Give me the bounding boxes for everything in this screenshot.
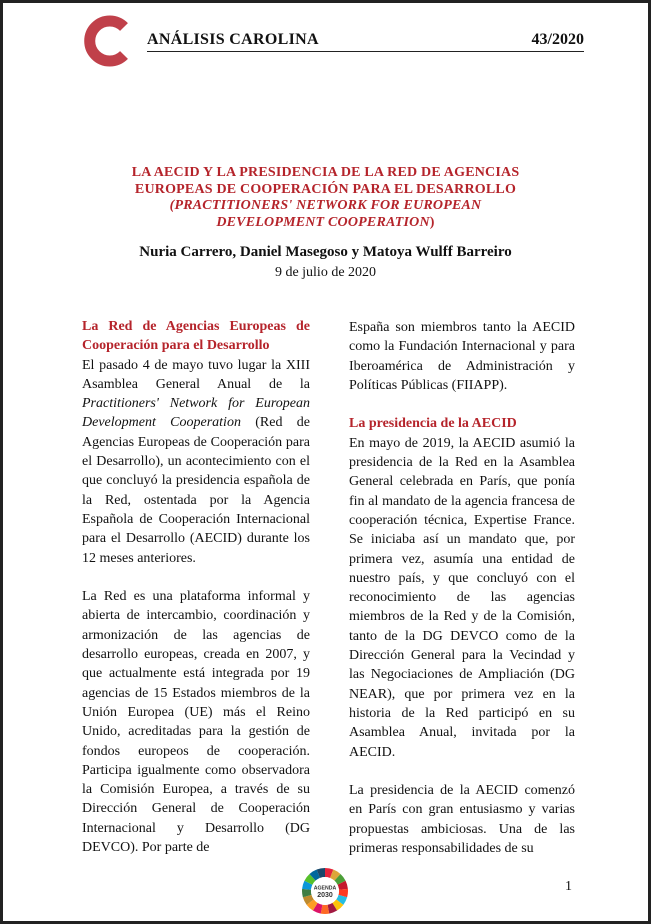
agenda-year: 2030 bbox=[317, 892, 333, 899]
fundacion-carolina-logo bbox=[80, 15, 132, 67]
title-subtitle: DEVELOPMENT COOPERATION bbox=[216, 214, 430, 230]
section-heading: La Red de Agencias Europeas de Cooperación para el Desarrollo bbox=[82, 319, 310, 354]
title-subtitle-close: ) bbox=[429, 214, 435, 230]
brand-name: ANÁLISIS CAROLINA bbox=[147, 31, 319, 48]
paragraph: La Red es una plataforma informal y abierta de intercambio, coordinación y armonización de las agencias de desarrollo europeas, creada en 2007, y que actualmente está integrada por 19 agencias de 15 Estados miembros de la Unión Europea (UE) más el Reino Unido, acreditadas para la gestión de fondos europeos de cooperación. Participa igualmente como observadora la Comisión Europea, a través de su Dirección General de Cooperación Internacional y Desarrollo (DG DEVCO). Por parte de bbox=[82, 589, 310, 856]
paragraph: En mayo de 2019, la AECID asumió la presidencia de la Red en la Asamblea General celebrada en París, que ponía fin al mandato de la agencia francesa de cooperación técnica, Expertise France. Se iniciaba así un mandato que, por primera vez, asumía una entidad de nuestro país, y que concluyó con el reconocimiento de las agencias miembros de la Red y de la Comisión, tanto de la DG DEVCO como de la Dirección General para la Vecindad y las Negociaciones de Ampliación (DG NEAR), que por primera vez en la historia de la Red participó en su Asamblea Anual, invitada por la AECID. bbox=[349, 435, 575, 760]
issue-number: 43/2020 bbox=[531, 31, 584, 48]
page-number: 1 bbox=[565, 879, 572, 894]
paragraph: España son miembros tanto la AECID como la Fundación Internacional y para Iberoamérica de Administración y Políticas Públicas (FIIAPP). bbox=[349, 320, 575, 393]
paragraph bbox=[82, 356, 310, 568]
paragraph-italic: Practitioners' Network for European Development Cooperation bbox=[82, 396, 310, 431]
right-column bbox=[349, 318, 575, 858]
authors: Nuria Carrero, Daniel Masegoso y Matoya Wulff Barreiro bbox=[139, 244, 512, 260]
title-line: LA AECID Y LA PRESIDENCIA DE LA RED DE AGENCIAS bbox=[131, 165, 520, 180]
agenda-2030-logo bbox=[299, 867, 351, 915]
title-subtitle-line bbox=[63, 215, 588, 232]
paragraph-text: (Red de Agencias Europeas de Cooperación para el Desarrollo), un acontecimiento con el que concluyó la presidencia española de la Red, ostentada por la Agencia Española de Cooperación Internacional para el Desarrollo (AECID) durante los 12 meses anteriores. bbox=[82, 415, 310, 566]
paragraph-text: El pasado 4 de mayo tuvo lugar la XIII Asamblea General Anual de la bbox=[82, 357, 310, 392]
header-divider bbox=[147, 51, 584, 52]
title-line: EUROPEAS DE COOPERACIÓN PARA EL DESARROLLO bbox=[134, 181, 517, 197]
section-heading: La presidencia de la AECID bbox=[349, 416, 517, 432]
publication-date: 9 de julio de 2020 bbox=[274, 265, 377, 280]
title-subtitle: (PRACTITIONERS' NETWORK FOR EUROPEAN bbox=[169, 198, 482, 213]
paragraph: La presidencia de la AECID comenzó en París con gran entusiasmo y varias propuestas ambiciosas. Una de las primeras responsabilidades de su bbox=[349, 783, 575, 857]
left-column bbox=[82, 317, 310, 857]
agenda-label: AGENDA bbox=[313, 885, 337, 892]
document-title bbox=[63, 165, 588, 231]
